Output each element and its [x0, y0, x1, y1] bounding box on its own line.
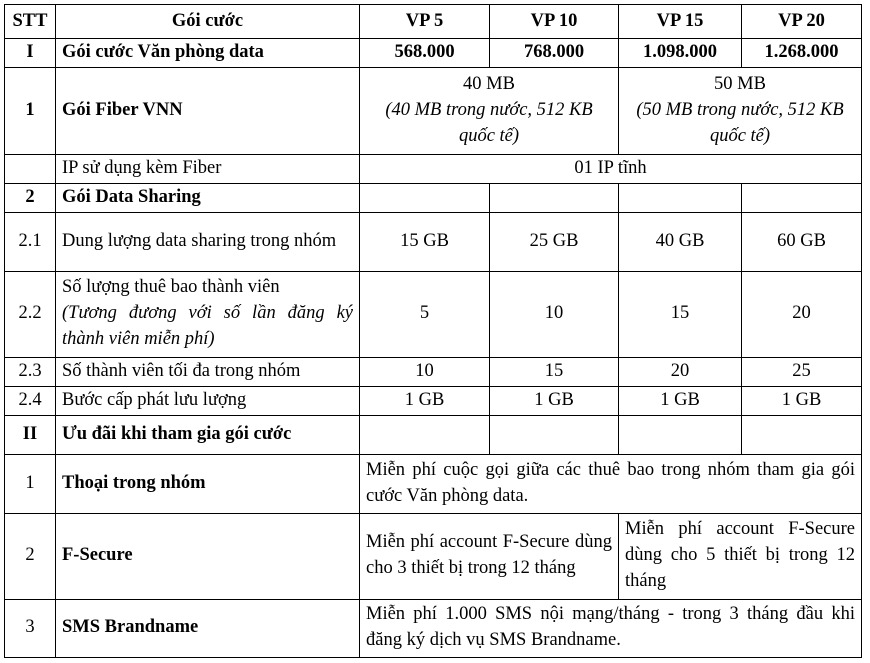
value-vp15: 20: [619, 358, 742, 387]
fiber-note: (50 MB trong nước, 512 KB quốc tế): [636, 100, 844, 147]
row-number: II: [5, 416, 56, 454]
value-vp15: 15: [619, 271, 742, 358]
value-vp15: 40 GB: [619, 213, 742, 271]
benefit-vp15-vp20: Miễn phí account F-Secure dùng cho 5 thiết bị trong 12 tháng: [619, 513, 862, 599]
row-2-4: [5, 387, 862, 416]
value-vp20: 60 GB: [742, 213, 862, 271]
value-vp5: 10: [360, 358, 490, 387]
uu-dai-3-row: [5, 599, 862, 658]
fiber-row: [5, 68, 862, 155]
pricing-table: [4, 4, 862, 658]
value-vp20: 1 GB: [742, 387, 862, 416]
section-i-row: [5, 39, 862, 68]
fiber-vp15-vp20: [619, 68, 862, 155]
empty-cell: [619, 184, 742, 213]
row-label: [56, 271, 360, 358]
header-stt: STT: [5, 5, 56, 39]
row-2-1: [5, 213, 862, 271]
header-vp10: VP 10: [490, 5, 619, 39]
benefit-value: Miễn phí cuộc gọi giữa các thuê bao trong nhóm tham gia gói cước Văn phòng data.: [360, 454, 862, 513]
fiber-speed: 40 MB: [463, 74, 515, 95]
uu-dai-1-row: [5, 454, 862, 513]
row-label: F-Secure: [56, 513, 360, 599]
value-vp20: 20: [742, 271, 862, 358]
header-goi-cuoc: Gói cước: [56, 5, 360, 39]
empty-cell: [742, 184, 862, 213]
row-number: 2: [5, 513, 56, 599]
row-label: Thoại trong nhóm: [56, 454, 360, 513]
price-vp5: 568.000: [360, 39, 490, 68]
row-label: Số thành viên tối đa trong nhóm: [56, 358, 360, 387]
row-label: Bước cấp phát lưu lượng: [56, 387, 360, 416]
row-label: Dung lượng data sharing trong nhóm: [56, 213, 360, 271]
header-vp5: VP 5: [360, 5, 490, 39]
row-number: [5, 154, 56, 183]
row-label: Ưu đãi khi tham gia gói cước: [56, 416, 360, 454]
empty-cell: [490, 184, 619, 213]
value-vp5: 5: [360, 271, 490, 358]
data-sharing-row: [5, 184, 862, 213]
value-vp20: 25: [742, 358, 862, 387]
benefit-value: Miễn phí 1.000 SMS nội mạng/tháng - trong 3 tháng đầu khi đăng ký dịch vụ SMS Brandname.: [360, 599, 862, 658]
price-vp10: 768.000: [490, 39, 619, 68]
ip-row: [5, 154, 862, 183]
row-2-2: [5, 271, 862, 358]
row-number: 1: [5, 454, 56, 513]
header-vp20: VP 20: [742, 5, 862, 39]
value-vp10: 1 GB: [490, 387, 619, 416]
price-vp20: 1.268.000: [742, 39, 862, 68]
header-vp15: VP 15: [619, 5, 742, 39]
value-vp10: 10: [490, 271, 619, 358]
row-number: 1: [5, 68, 56, 155]
row-label-note: (Tương đương với số lần đăng ký thành viên miễn phí): [62, 303, 353, 350]
row-label: Gói Fiber VNN: [56, 68, 360, 155]
fiber-vp5-vp10: [360, 68, 619, 155]
row-number: 2: [5, 184, 56, 213]
empty-cell: [360, 416, 490, 454]
fiber-speed: 50 MB: [714, 74, 766, 95]
benefit-vp5-vp10: Miễn phí account F-Secure dùng cho 3 thiết bị trong 12 tháng: [360, 513, 619, 599]
header-row: [5, 5, 862, 39]
value-vp15: 1 GB: [619, 387, 742, 416]
value-vp10: 25 GB: [490, 213, 619, 271]
section-ii-row: [5, 416, 862, 454]
price-vp15: 1.098.000: [619, 39, 742, 68]
value-vp10: 15: [490, 358, 619, 387]
value-vp5: 15 GB: [360, 213, 490, 271]
row-number: 2.4: [5, 387, 56, 416]
row-label-text: Số lượng thuê bao thành viên: [62, 277, 280, 298]
row-label: SMS Brandname: [56, 599, 360, 658]
value-vp5: 1 GB: [360, 387, 490, 416]
row-number: 2.2: [5, 271, 56, 358]
row-label: Gói Data Sharing: [56, 184, 360, 213]
empty-cell: [742, 416, 862, 454]
row-number: 3: [5, 599, 56, 658]
empty-cell: [360, 184, 490, 213]
empty-cell: [490, 416, 619, 454]
ip-value: 01 IP tĩnh: [360, 154, 862, 183]
row-label: Gói cước Văn phòng data: [56, 39, 360, 68]
row-number: 2.1: [5, 213, 56, 271]
row-number: I: [5, 39, 56, 68]
row-number: 2.3: [5, 358, 56, 387]
fiber-note: (40 MB trong nước, 512 KB quốc tế): [385, 100, 593, 147]
empty-cell: [619, 416, 742, 454]
uu-dai-2-row: [5, 513, 862, 599]
row-2-3: [5, 358, 862, 387]
row-label: IP sử dụng kèm Fiber: [56, 154, 360, 183]
